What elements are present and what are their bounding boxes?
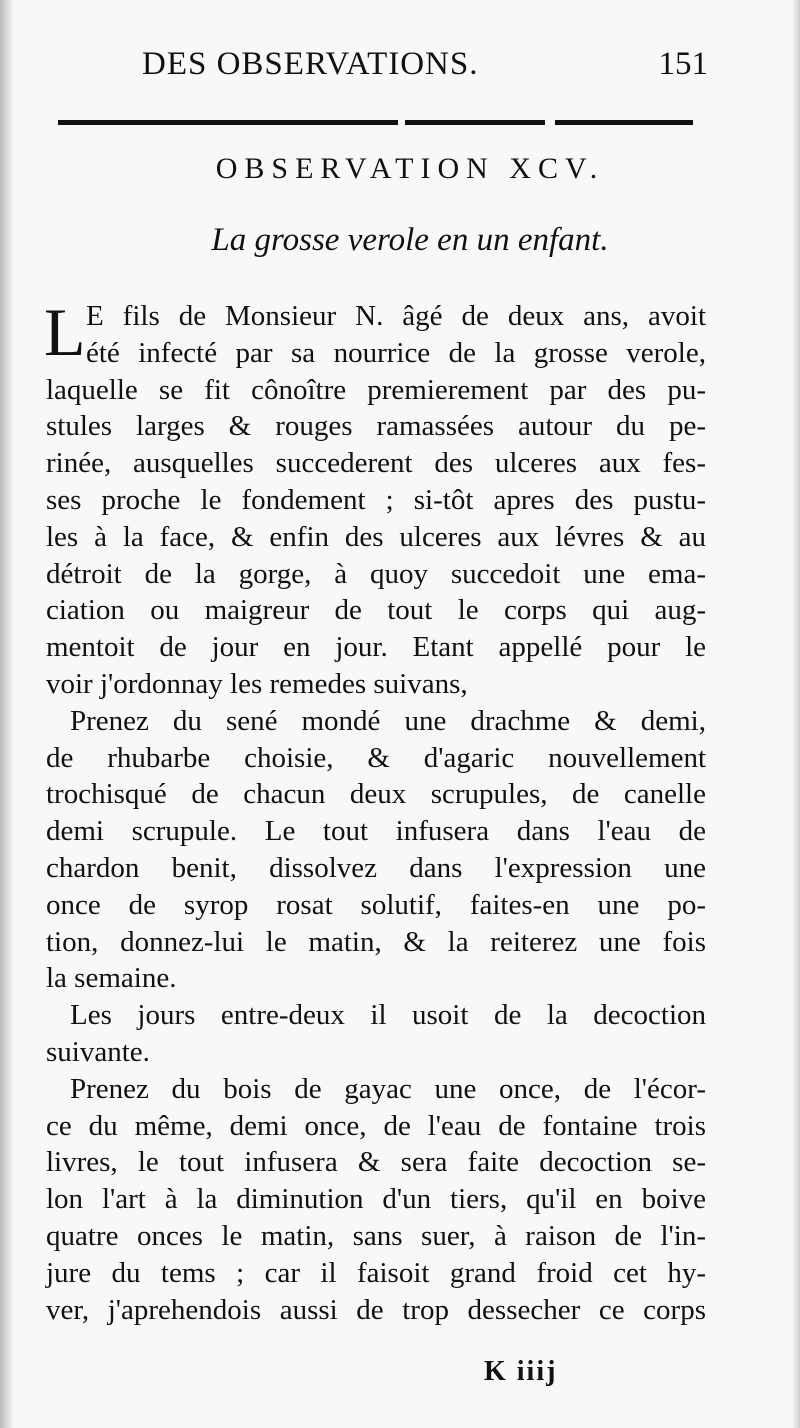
text-line: trochisqué de chacun deux scrupules, de canelle [46, 778, 706, 811]
header-rule [555, 120, 693, 125]
text-line: tion, donnez-lui le matin, & la reiterez une fois [46, 925, 706, 958]
text-line: suivante. [46, 1035, 150, 1068]
text-line: ciation ou maigreur de tout le corps qui aug- [46, 594, 706, 627]
text-line: livres, le tout infusera & sera faite decoction se- [46, 1146, 706, 1179]
page-header [60, 40, 710, 90]
header-rule [405, 120, 545, 125]
text-line: ce du même, demi once, de l'eau de fontaine trois [46, 1109, 706, 1142]
text-line: les à la face, & enfin des ulceres aux lévres & au [46, 520, 706, 553]
text-line: Prenez du sené mondé une drachme & demi, [70, 704, 706, 737]
text-line: la semaine. [46, 962, 177, 995]
running-head: DES OBSERVATIONS. [142, 46, 479, 82]
text-line: été infecté par sa nourrice de la grosse verole, [86, 336, 706, 369]
text-line: mentoit de jour en jour. Etant appellé pour le [46, 631, 706, 664]
text-line: Prenez du bois de gayac une once, de l'écor- [70, 1072, 706, 1105]
signature-mark: K iiij [484, 1356, 558, 1387]
text-line: stules larges & rouges ramassées autour du pe- [46, 410, 706, 443]
text-line: de rhubarbe choisie, & d'agaric nouvellement [46, 741, 706, 774]
text-line: Les jours entre-deux il usoit de la decoction [70, 999, 706, 1032]
text-line: lon l'art à la diminution d'un tiers, qu'il en boive [46, 1183, 706, 1216]
page-number: 151 [658, 46, 708, 82]
text-line: ses proche le fondement ; si-tôt apres des pustu- [46, 483, 706, 516]
observation-subtitle: La grosse verole en un enfant. [211, 222, 609, 258]
body-text [44, 294, 706, 1328]
text-line: ver, j'aprehendois aussi de trop dessecher ce corps [46, 1293, 706, 1326]
text-line: détroit de la gorge, à quoy succedoit une ema- [46, 557, 706, 590]
text-line: once de syrop rosat solutif, faites-en une po- [46, 888, 706, 921]
drop-cap: L [44, 294, 86, 370]
header-rule [58, 120, 398, 125]
text-line-content: E fils de Monsieur N. âgé de deux ans, avoit [86, 300, 706, 332]
text-line: jure du tems ; car il faisoit grand froid cet hy- [46, 1256, 706, 1289]
text-line: laquelle se fit cônoître premierement par des pu- [46, 373, 706, 406]
page-edge-shadow-right [792, 0, 800, 1428]
observation-title: OBSERVATION XCV. [215, 152, 605, 185]
text-line: voir j'ordonnay les remedes suivans, [46, 667, 468, 700]
text-line: chardon benit, dissolvez dans l'expression une [46, 851, 706, 884]
text-line: quatre onces le matin, sans suer, à raison de l'in- [46, 1219, 706, 1252]
page-edge-shadow-left [0, 0, 14, 1428]
text-line: demi scrupule. Le tout infusera dans l'eau de [46, 815, 706, 848]
text-line: rinée, ausquelles succederent des ulceres aux fes- [46, 447, 706, 480]
